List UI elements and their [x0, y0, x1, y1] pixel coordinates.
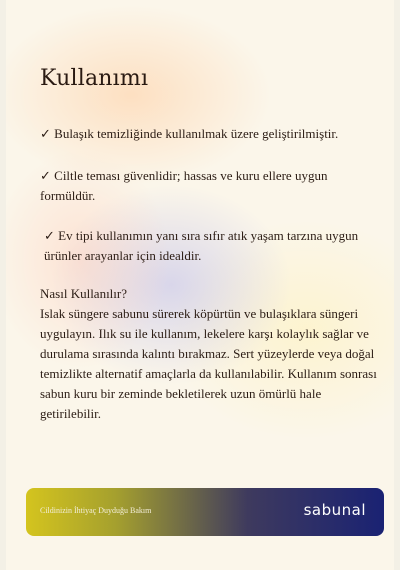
footer-banner [26, 488, 384, 536]
page-title: Kullanımı [40, 66, 149, 91]
brand-logo: sabunal [303, 501, 366, 519]
feature-item-zero-waste: ✓ Ev tipi kullanımın yanı sıra sıfır atık yaşam tarzına uygun ürünler arayanlar için idealdir. [44, 228, 359, 263]
feature-item-skin-safe: ✓ Ciltle teması güvenlidir; hassas ve kuru ellere uygun formüldür. [40, 168, 328, 203]
how-to-use-section [40, 284, 380, 424]
feature-item-dishwashing: ✓ Bulaşık temizliğinde kullanılmak üzere geliştirilmiştir. [40, 126, 339, 141]
usage-card [6, 0, 394, 570]
footer-tagline: Cildinizin İhtiyaç Duyduğu Bakım [40, 506, 152, 515]
how-to-use-body: Islak süngere sabunu sürerek köpürtün ve bulaşıklara süngeri uygulayın. Ilık su ile kullanım, lekelere karşı kolaylık sağlar ve durulama sırasında kalıntı bırakmaz. Sert yüzeylerde veya doğal temizlikte alternatif amaçlarla da kullanılabilir. Kullanım sonrası sabun kuru bir zeminde bekletilerek uzun ömürlü hale getirilebilir. [40, 306, 377, 421]
how-to-use-heading: Nasıl Kullanılır? [40, 286, 128, 301]
